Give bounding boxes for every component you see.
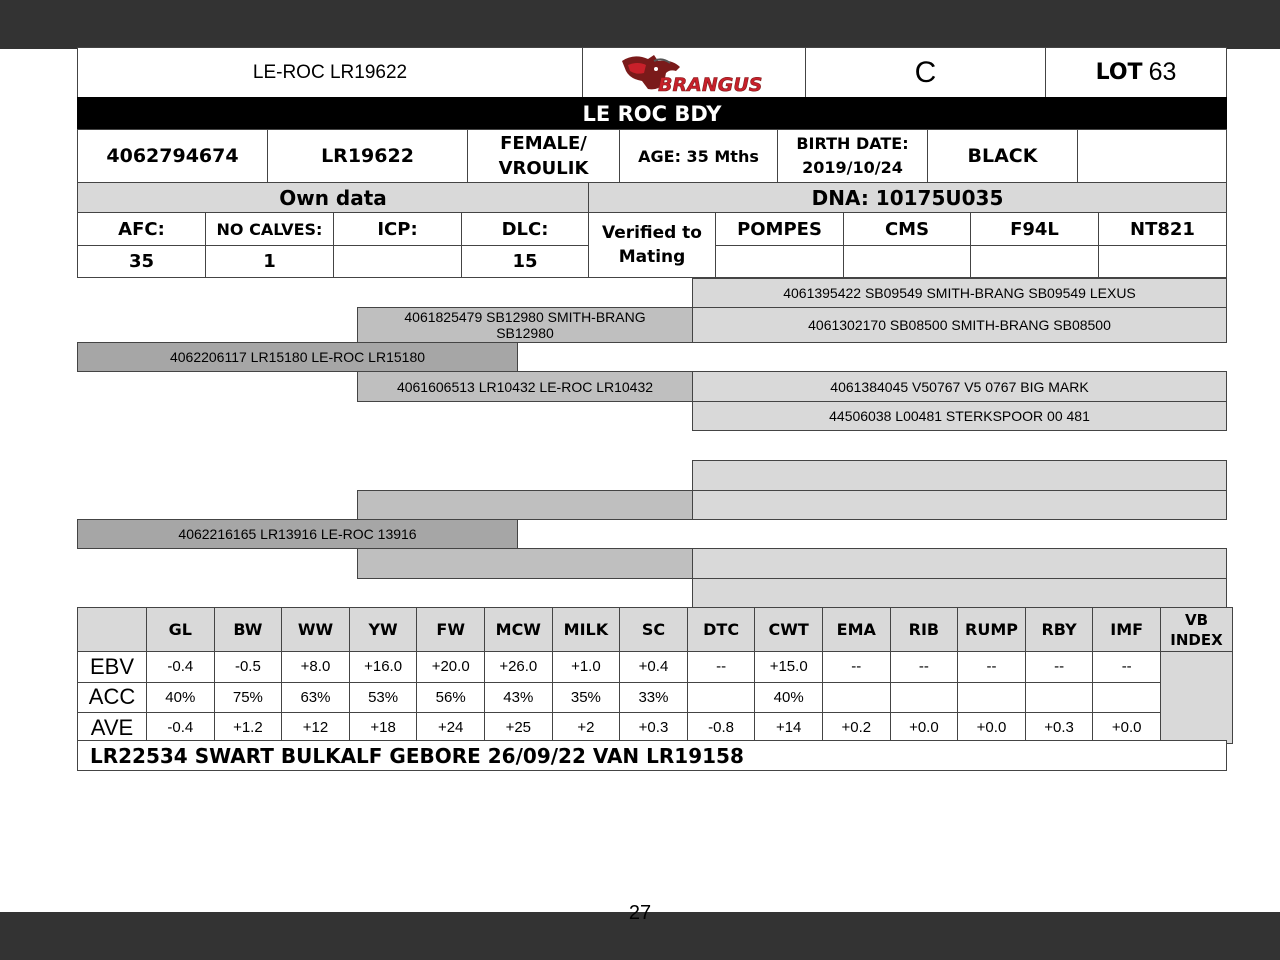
ebv-cell: +12 [281, 712, 350, 744]
id-number: 4062794674 [77, 129, 268, 183]
icp-value [333, 245, 462, 278]
ebv-cell: +0.4 [619, 651, 688, 683]
nt821-header: NT821 [1098, 212, 1227, 246]
registration-number: LR19622 [267, 129, 468, 183]
pedigree-dam-sire-sire [692, 460, 1227, 491]
ebv-cell: +20.0 [416, 651, 485, 683]
dlc-header: DLC: [461, 212, 589, 246]
ebv-cell: 43% [484, 682, 553, 714]
ebv-row-label: AVE [77, 712, 147, 744]
ebv-col-header: RUMP [957, 607, 1026, 652]
ebv-cell: 40% [146, 682, 215, 714]
ebv-col-header: FW [416, 607, 485, 652]
ebv-cell [890, 682, 959, 714]
ebv-cell: +25 [484, 712, 553, 744]
birth-date-value: 2019/10/24 [802, 158, 903, 177]
ebv-cell: +0.0 [1092, 712, 1161, 744]
ebv-cell: +0.3 [619, 712, 688, 744]
info-extra [1077, 129, 1227, 183]
dna-label: DNA: 10175U035 [588, 182, 1227, 213]
viewer-top-bar [0, 0, 1280, 49]
ebv-cell [1092, 682, 1161, 714]
ebv-col-header: YW [349, 607, 418, 652]
pedigree-dam-dam [357, 548, 693, 579]
ebv-cell: +15.0 [754, 651, 823, 683]
ebv-row-label: ACC [77, 682, 147, 714]
ebv-corner [77, 607, 147, 652]
vb-index-value [1160, 651, 1233, 744]
no-calves-value: 1 [205, 245, 334, 278]
pedigree-sire-sire-dam: 4061302170 SB08500 SMITH-BRANG SB08500 [692, 307, 1227, 343]
bull-head-icon [614, 51, 774, 95]
ebv-cell: 40% [754, 682, 823, 714]
cms-header: CMS [843, 212, 971, 246]
progeny-note: LR22534 SWART BULKALF GEBORE 26/09/22 VAN LR19158 [77, 740, 1227, 771]
ebv-cell: +0.0 [957, 712, 1026, 744]
ebv-cell: -- [1092, 651, 1161, 683]
ebv-col-header: CWT [754, 607, 823, 652]
f94l-value [970, 245, 1099, 278]
ebv-cell: 33% [619, 682, 688, 714]
grade: C [805, 47, 1046, 98]
ebv-cell: +2 [552, 712, 621, 744]
pedigree-sire-sire: 4061825479 SB12980 SMITH-BRANG SB12980 [357, 307, 693, 343]
ebv-cell: -0.4 [146, 651, 215, 683]
animal-name-id: LE-ROC LR19622 [77, 47, 583, 98]
pedigree-sire-sire-sire: 4061395422 SB09549 SMITH-BRANG SB09549 LEXUS [692, 278, 1227, 308]
birth-date [777, 129, 928, 183]
ebv-col-header: RBY [1025, 607, 1094, 652]
svg-text:BRANGUS: BRANGUS [658, 73, 763, 95]
ebv-col-header: RIB [890, 607, 959, 652]
ebv-cell: -- [687, 651, 756, 683]
ebv-cell: -- [1025, 651, 1094, 683]
pedigree-sire: 4062206117 LR15180 LE-ROC LR15180 [77, 342, 518, 372]
ebv-cell: +14 [754, 712, 823, 744]
ebv-cell [957, 682, 1026, 714]
dlc-value: 15 [461, 245, 589, 278]
ebv-col-header: GL [146, 607, 215, 652]
ebv-cell: +26.0 [484, 651, 553, 683]
ebv-cell: -- [890, 651, 959, 683]
age: AGE: 35 Mths [619, 129, 778, 183]
ebv-row-label: EBV [77, 651, 147, 683]
ebv-col-header: WW [281, 607, 350, 652]
ebv-cell: +0.3 [1025, 712, 1094, 744]
brangus-logo [582, 47, 806, 98]
own-data-label: Own data [77, 182, 589, 213]
ebv-cell: -0.5 [214, 651, 283, 683]
pedigree-sire-dam: 4061606513 LR10432 LE-ROC LR10432 [357, 371, 693, 402]
lot-number: 63 [1148, 58, 1177, 86]
verified-line2: Mating [618, 247, 686, 267]
birth-date-label: BIRTH DATE: [796, 134, 909, 153]
cms-value [843, 245, 971, 278]
ebv-cell: +1.2 [214, 712, 283, 744]
ebv-col-header: MILK [552, 607, 621, 652]
page-number: 27 [628, 902, 652, 924]
ebv-cell: 35% [552, 682, 621, 714]
vb-index-header [1160, 607, 1233, 652]
vb-index-header-line: INDEX [1170, 630, 1223, 649]
ebv-cell: 56% [416, 682, 485, 714]
no-calves-header: NO CALVES: [205, 212, 334, 246]
ebv-cell: +8.0 [281, 651, 350, 683]
pedigree-sire-dam-sire: 4061384045 V50767 V5 0767 BIG MARK [692, 371, 1227, 402]
ebv-col-header: MCW [484, 607, 553, 652]
ebv-cell: 53% [349, 682, 418, 714]
pompes-value [715, 245, 844, 278]
ebv-cell: +0.2 [822, 712, 891, 744]
ebv-col-header: IMF [1092, 607, 1161, 652]
colour: BLACK [927, 129, 1078, 183]
ebv-cell [687, 682, 756, 714]
icp-header: ICP: [333, 212, 462, 246]
ebv-cell: +0.0 [890, 712, 959, 744]
f94l-header: F94L [970, 212, 1099, 246]
nt821-value [1098, 245, 1227, 278]
ebv-cell: -0.4 [146, 712, 215, 744]
ebv-cell: +18 [349, 712, 418, 744]
ebv-cell: +1.0 [552, 651, 621, 683]
ebv-cell [1025, 682, 1094, 714]
pedigree-sire-dam-dam: 44506038 L00481 STERKSPOOR 00 481 [692, 401, 1227, 431]
ebv-cell: -0.8 [687, 712, 756, 744]
vb-index-header-line: VB [1184, 610, 1209, 629]
pompes-header: POMPES [715, 212, 844, 246]
verified-line1: Verified to [602, 223, 702, 243]
ebv-col-header: DTC [687, 607, 756, 652]
afc-header: AFC: [77, 212, 206, 246]
ebv-cell: 63% [281, 682, 350, 714]
sex [467, 129, 620, 183]
ebv-cell: -- [822, 651, 891, 683]
ebv-col-header: EMA [822, 607, 891, 652]
ebv-cell: 75% [214, 682, 283, 714]
sex-line2: VROULIK [498, 158, 589, 179]
ebv-cell: +16.0 [349, 651, 418, 683]
ebv-cell [822, 682, 891, 714]
lot-label: LOT [1095, 60, 1143, 85]
ebv-col-header: BW [214, 607, 283, 652]
ebv-col-header: SC [619, 607, 688, 652]
sex-line1: FEMALE/ [500, 133, 587, 154]
pedigree-dam-sire [357, 490, 693, 520]
pedigree-dam-dam-dam [692, 578, 1227, 608]
pedigree-dam: 4062216165 LR13916 LE-ROC 13916 [77, 519, 518, 549]
afc-value: 35 [77, 245, 206, 278]
verified-to-mating [588, 212, 716, 278]
animal-title: LE ROC BDY [77, 97, 1227, 130]
lot-number-box [1045, 47, 1227, 98]
pedigree-dam-dam-sire [692, 548, 1227, 579]
ebv-cell: -- [957, 651, 1026, 683]
pedigree-dam-sire-dam [692, 490, 1227, 520]
ebv-cell: +24 [416, 712, 485, 744]
